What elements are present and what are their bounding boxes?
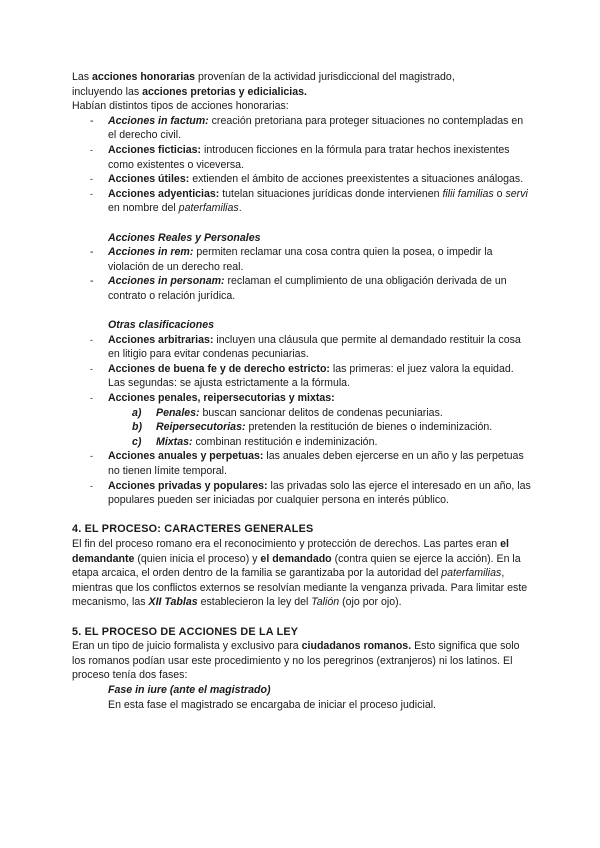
- list-item-in-factum: - Acciones in factum: creación pretoriana para proteger situaciones no contempladas en el derecho civil.: [90, 114, 524, 142]
- sub-item-mixtas: c) Mixtas: combinan restitución e indeminización.: [132, 435, 378, 448]
- intro-line-1: Las acciones honorarias provenían de la actividad jurisdiccional del magistrado,: [72, 71, 455, 83]
- list-item-ficticias: - Acciones ficticias: introducen ficciones en la fórmula para tratar hechos inexistentes como existentes o viceversa.: [90, 143, 510, 171]
- intro-line-2: incluyendo las acciones pretorias y edicialicias.: [72, 85, 307, 98]
- bullet-marker: -: [90, 334, 93, 345]
- sub-item-reipersecutorias: b) Reipersecutorias: pretenden la restitución de bienes o indeminización.: [132, 421, 493, 434]
- sub-item-penales: a) Penales: buscan sancionar delitos de condenas pecuniarias.: [132, 406, 443, 419]
- bullet-marker: -: [90, 188, 93, 199]
- bullet-marker: -: [90, 144, 93, 155]
- list-item-in-rem: - Acciones in rem: permiten reclamar una cosa contra quien la posea, o impedir la violación de un derecho real.: [90, 246, 493, 273]
- intro-line-3: Habían distintos tipos de acciones honorarias:: [72, 100, 289, 113]
- otras-heading: Otras clasificaciones: [108, 319, 214, 332]
- list-item-adyenticias: - Acciones adyenticias: tutelan situaciones jurídicas donde intervienen filii familias o servi en nombre del paterfamilias.: [90, 187, 528, 215]
- list-item-utiles: - Acciones útiles: extienden el ámbito de acciones preexistentes a situaciones análogas.: [90, 173, 524, 186]
- list-item-anuales-perpetuas: - Acciones anuales y perpetuas: las anuales deben ejercerse en un año y las perpetuas no tienen límite temporal.: [90, 450, 524, 478]
- bullet-marker: -: [90, 174, 93, 185]
- bullet-marker: -: [90, 246, 94, 259]
- bullet-marker: -: [90, 363, 93, 374]
- document-page: [72, 70, 532, 712]
- section-4-title: 4. EL PROCESO: CARACTERES GENERALES: [72, 523, 314, 536]
- bullet-marker: -: [90, 275, 94, 288]
- phase-text: En esta fase el magistrado se encargaba de iniciar el proceso judicial.: [108, 698, 437, 711]
- section-5-title: 5. EL PROCESO DE ACCIONES DE LA LEY: [72, 625, 299, 638]
- section-4-paragraph: El fin del proceso romano era el reconocimiento y protección de derechos. Las partes eran el demandante (quien inicia el proceso) y el demandado (contra quien se ejerce la acción). En la etapa arcaica, el orden dentro de la familia se garantizaba por la autoridad del paterfamilias, mientras que los conflictos externos se resolvían mediante la venganza privada. Para limitar este mecanismo, las XII Tablas establecieron la ley del Talión (ojo por ojo).: [72, 538, 528, 609]
- section-5-paragraph: Eran un tipo de juicio formalista y exclusivo para ciudadanos romanos. Esto significa que solo los romanos podían usar este procedimiento y no los peregrinos (extranjeros) ni los latinos. El proceso tenía dos fases:: [72, 640, 520, 682]
- list-item-arbitrarias: - Acciones arbitrarias: incluyen una cláusula que permite al demandado restituir la cosa en litigio para evitar condenas pecuniarias.: [90, 333, 521, 361]
- bullet-marker: -: [90, 393, 93, 404]
- list-item-in-personam: - Acciones in personam: reclaman el cumplimiento de una obligación derivada de un contrato o relación jurídica.: [90, 275, 507, 302]
- list-item-penales-reipersecutorias-mixtas: - Acciones penales, reipersecutorias y mixtas:: [90, 392, 335, 405]
- bullet-marker: -: [90, 480, 93, 491]
- bullet-marker: -: [90, 114, 94, 127]
- phase-title: Fase in iure (ante el magistrado): [108, 683, 271, 696]
- list-item-buena-fe: - Acciones de buena fe y de derecho estricto: las primeras: el juez valora la equidad. Las segundas: se ajusta estrictamente a la fórmula.: [90, 362, 514, 390]
- acciones-honorarias-term: acciones honorarias: [92, 71, 196, 83]
- list-item-privadas-populares: - Acciones privadas y populares: las privadas solo las ejerce el interesado en un año, las populares pueden ser iniciadas por cualquier persona en interés público.: [90, 479, 531, 507]
- reales-heading: Acciones Reales y Personales: [108, 231, 261, 244]
- bullet-marker: -: [90, 451, 93, 462]
